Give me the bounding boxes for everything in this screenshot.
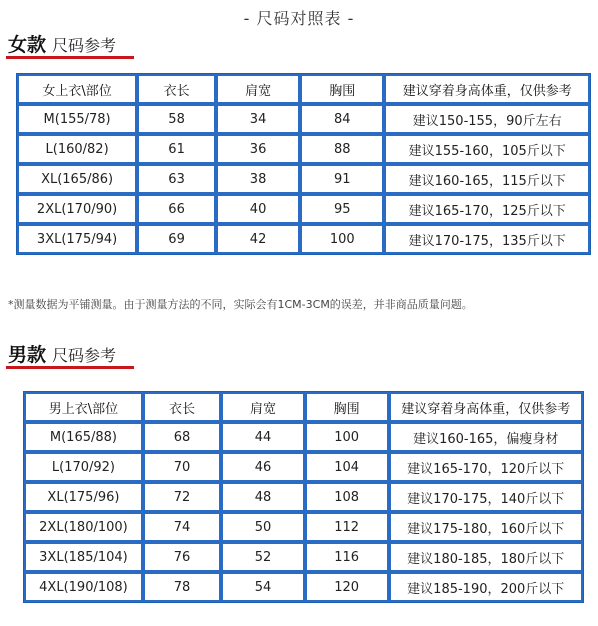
women-heading-underline [6, 56, 134, 59]
women-heading: 女款 [8, 34, 47, 56]
men-table-cell: 46 [221, 452, 305, 482]
women-subheading: 尺码参考 [52, 36, 117, 55]
women-header-cell: 女上衣\部位 [17, 74, 137, 104]
table-row [24, 542, 583, 572]
men-table-cell: 52 [221, 542, 305, 572]
table-row [24, 572, 583, 602]
women-table-cell: 38 [216, 164, 300, 194]
men-table-cell: 3XL(185/104) [24, 542, 143, 572]
men-table-cell: 4XL(190/108) [24, 572, 143, 602]
women-header-cell: 建议穿着身高体重，仅供参考 [384, 74, 590, 104]
men-table-cell: 116 [305, 542, 389, 572]
women-table-cell: 40 [216, 194, 300, 224]
women-table-cell: 建议155-160，105斤以下 [384, 134, 590, 164]
men-size-table [23, 391, 584, 603]
men-table-cell: XL(175/96) [24, 482, 143, 512]
men-table-cell: 建议170-175，140斤以下 [389, 482, 584, 512]
women-table-cell: 34 [216, 104, 300, 134]
men-header-cell: 男上衣\部位 [24, 392, 143, 422]
women-table-cell: 建议170-175，135斤以下 [384, 224, 590, 254]
men-table-cell: 建议175-180，160斤以下 [389, 512, 584, 542]
men-table-cell: 68 [143, 422, 221, 452]
men-table-cell: 54 [221, 572, 305, 602]
men-table-header-row [24, 392, 583, 422]
women-size-table [16, 73, 591, 255]
women-table-cell: 69 [137, 224, 216, 254]
women-table-cell: 建议165-170，125斤以下 [384, 194, 590, 224]
table-row [17, 134, 590, 164]
men-table-cell: 104 [305, 452, 389, 482]
men-section-heading [8, 340, 116, 367]
table-row [17, 104, 590, 134]
women-table-cell: 58 [137, 104, 216, 134]
men-header-cell: 胸围 [305, 392, 389, 422]
women-table-cell: 42 [216, 224, 300, 254]
men-table-cell: 50 [221, 512, 305, 542]
men-table-cell: L(170/92) [24, 452, 143, 482]
page-title: - 尺码对照表 - [243, 9, 355, 28]
women-table-cell: M(155/78) [17, 104, 137, 134]
men-table-cell: 建议165-170，120斤以下 [389, 452, 584, 482]
men-table-cell: 76 [143, 542, 221, 572]
men-table-cell: 108 [305, 482, 389, 512]
men-table-cell: 78 [143, 572, 221, 602]
table-row [17, 194, 590, 224]
table-row [17, 164, 590, 194]
women-table-cell: 36 [216, 134, 300, 164]
table-row [24, 452, 583, 482]
men-table-cell: 120 [305, 572, 389, 602]
women-section-heading [8, 30, 116, 57]
men-table-cell: 建议185-190，200斤以下 [389, 572, 584, 602]
men-subheading: 尺码参考 [52, 346, 117, 365]
men-table-cell: 112 [305, 512, 389, 542]
men-table-cell: 72 [143, 482, 221, 512]
women-table-cell: 95 [300, 194, 384, 224]
women-table-cell: 建议150-155，90斤左右 [384, 104, 590, 134]
table-row [17, 224, 590, 254]
men-table-cell: 建议180-185，180斤以下 [389, 542, 584, 572]
table-row [24, 422, 583, 452]
men-table-cell: M(165/88) [24, 422, 143, 452]
women-header-cell: 胸围 [300, 74, 384, 104]
men-heading-underline [6, 366, 134, 369]
men-table-cell: 48 [221, 482, 305, 512]
men-header-cell: 建议穿着身高体重，仅供参考 [389, 392, 584, 422]
women-table-cell: 88 [300, 134, 384, 164]
women-header-cell: 衣长 [137, 74, 216, 104]
women-table-cell: XL(165/86) [17, 164, 137, 194]
women-table-cell: 100 [300, 224, 384, 254]
women-table-cell: L(160/82) [17, 134, 137, 164]
women-table-cell: 建议160-165，115斤以下 [384, 164, 590, 194]
men-heading: 男款 [8, 344, 47, 366]
table-row [24, 482, 583, 512]
women-table-cell: 61 [137, 134, 216, 164]
men-table-cell: 2XL(180/100) [24, 512, 143, 542]
measurement-note: *测量数据为平铺测量。由于测量方法的不同，实际会有1CM-3CM的误差，并非商品质量问题。 [8, 298, 473, 311]
men-header-cell: 衣长 [143, 392, 221, 422]
men-table-cell: 100 [305, 422, 389, 452]
women-table-cell: 91 [300, 164, 384, 194]
women-table-cell: 63 [137, 164, 216, 194]
men-table-cell: 70 [143, 452, 221, 482]
men-table-cell: 44 [221, 422, 305, 452]
men-table-cell: 建议160-165，偏瘦身材 [389, 422, 584, 452]
women-header-cell: 肩宽 [216, 74, 300, 104]
women-table-cell: 3XL(175/94) [17, 224, 137, 254]
table-row [24, 512, 583, 542]
men-header-cell: 肩宽 [221, 392, 305, 422]
women-table-cell: 66 [137, 194, 216, 224]
women-table-cell: 2XL(170/90) [17, 194, 137, 224]
women-table-header-row [17, 74, 590, 104]
men-table-cell: 74 [143, 512, 221, 542]
women-table-cell: 84 [300, 104, 384, 134]
